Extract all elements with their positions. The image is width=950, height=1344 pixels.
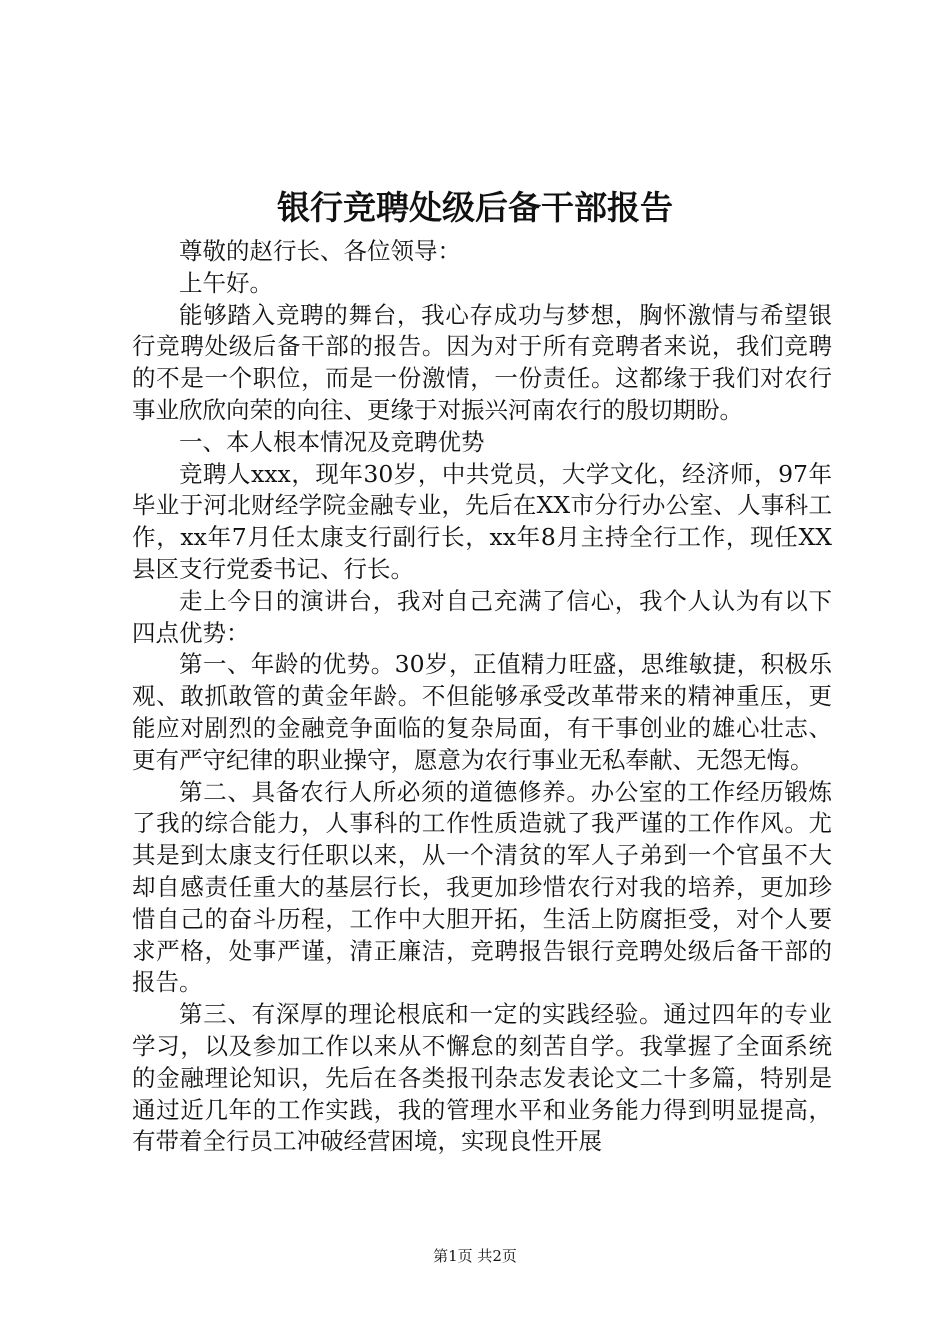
- document-body: [132, 236, 832, 1158]
- document-title: 银行竞聘处级后备干部报告: [277, 188, 673, 227]
- page-number-footer: 第1页 共2页: [433, 1247, 517, 1265]
- body-paragraph: 能够踏入竞聘的舞台，我心存成功与梦想，胸怀激情与希望银行竞聘处级后备干部的报告。因为对于所有竞聘者来说，我们竞聘的不是一个职位，而是一份激情，一份责任。这都缘于我们对农行事业欣欣向荣的向往、更缘于对振兴河南农行的殷切期盼。: [132, 300, 832, 424]
- salutation: 尊敬的赵行长、各位领导：: [179, 237, 461, 265]
- body-paragraph: 走上今日的演讲台，我对自己充满了信心，我个人认为有以下四点优势：: [132, 586, 832, 647]
- body-paragraph: 第三、有深厚的理论根底和一定的实践经验。通过四年的专业学习，以及参加工作以来从不懈怠的刻苦自学。我掌握了全面系统的金融理论知识，先后在各类报刊杂志发表论文二十多篇，特别是通过近几年的工作实践，我的管理水平和业务能力得到明显提高，有带着全行员工冲破经营困境，实现良性开展: [132, 1000, 832, 1156]
- section-heading: 一、本人根本情况及竞聘优势: [179, 427, 485, 456]
- greeting: 上午好。: [179, 268, 273, 297]
- body-paragraph: 竞聘人xxx，现年30岁，中共党员，大学文化，经济师，97年毕业于河北财经学院金融专业，先后在XX市分行办公室、人事科工作，xx年7月任太康支行副行长，xx年8月主持全行工作，现任XX县区支行党委书记、行长。: [132, 459, 832, 583]
- body-paragraph: 第二、具备农行人所必须的道德修养。办公室的工作经历锻炼了我的综合能力，人事科的工作性质造就了我严谨的工作作风。尤其是到太康支行任职以来，从一个清贫的军人子弟到一个官虽不大却自感责任重大的基层行长，我更加珍惜农行对我的培养，更加珍惜自己的奋斗历程，工作中大胆开拓，生活上防腐拒受，对个人要求严格，处事严谨，清正廉洁，竞聘报告银行竞聘处级后备干部的报告。: [132, 777, 832, 997]
- body-paragraph: 第一、年龄的优势。30岁，正值精力旺盛，思维敏捷，积极乐观、敢抓敢管的黄金年龄。不但能够承受改革带来的精神重压，更能应对剧烈的金融竞争面临的复杂局面，有干事创业的雄心壮志、更有严守纪律的职业操守，愿意为农行事业无私奉献、无怨无悔。: [132, 650, 832, 774]
